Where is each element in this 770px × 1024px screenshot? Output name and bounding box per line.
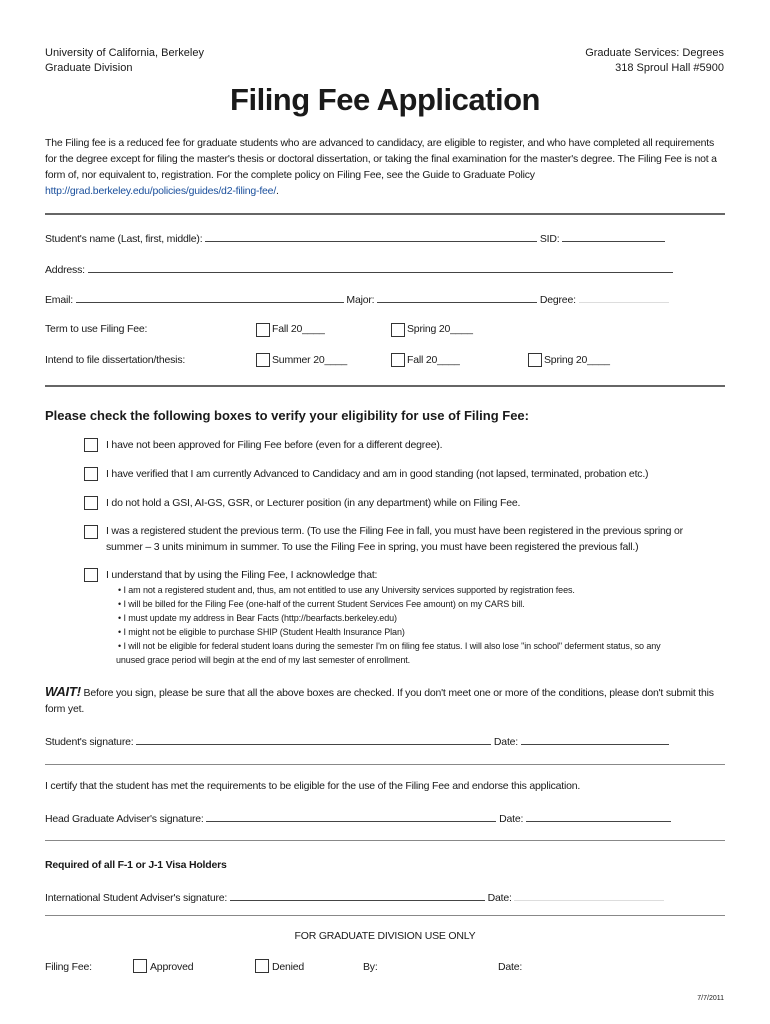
certify-statement: I certify that the student has met the requirements to be eligible for the use of the Filing Fee and endorse this application.: [45, 780, 581, 792]
eligibility-checkbox-5[interactable]: [84, 568, 98, 582]
approved-checkbox[interactable]: [133, 959, 147, 973]
email-row: [45, 292, 669, 306]
filing-fee-label: Filing Fee:: [45, 961, 92, 973]
wait-label: WAIT!: [45, 684, 81, 699]
address-field[interactable]: [88, 262, 673, 273]
head-adviser-row: [45, 811, 671, 825]
student-name-row: [45, 231, 665, 245]
head-adviser-date-label: Date:: [499, 813, 524, 825]
address-row: [45, 262, 673, 276]
eligibility-checkbox-1[interactable]: [84, 438, 98, 452]
term-spring-checkbox[interactable]: [391, 323, 405, 337]
intl-adviser-date-label: Date:: [487, 892, 512, 904]
eligibility-item-1: I have not been approved for Filing Fee before (even for a different degree).: [106, 439, 443, 451]
office-use-title: FOR GRADUATE DIVISION USE ONLY: [294, 930, 476, 942]
intend-fall-checkbox[interactable]: [391, 353, 405, 367]
head-adviser-date-field[interactable]: [526, 811, 671, 822]
head-adviser-label: Head Graduate Adviser's signature:: [45, 813, 204, 825]
eligibility-item-4-line1: I was a registered student the previous term. (To use the Filing Fee in fall, you must have been registered in the previous spring or: [106, 525, 683, 537]
major-label: Major:: [346, 294, 375, 306]
term-spring-label: Spring 20____: [407, 323, 473, 335]
student-name-label: Student's name (Last, first, middle):: [45, 233, 203, 245]
head-adviser-signature-field[interactable]: [206, 811, 496, 822]
policy-link[interactable]: http://grad.berkeley.edu/policies/guides/d2-filing-fee/: [45, 185, 277, 197]
eligibility-item-2: I have verified that I am currently Advanced to Candidacy and am in good standing (not lapsed, terminated, probation etc.): [106, 468, 649, 480]
intro-text: The Filing fee is a reduced fee for graduate students who are advanced to candidacy, are eligible to register, and who have completed all requirements for the degree except for filing the master's thesis or doctoral dissertation, or taking the final examination for the master's degree. The Filing Fee is not a form of, nor equivalent to, registration. For the complete policy on Filing Fee, see the Guide to Graduate Policy: [45, 137, 717, 181]
visa-title: Required of all F-1 or J-1 Visa Holders: [45, 859, 227, 871]
office-address: 318 Sproul Hall #5900: [615, 62, 724, 74]
sid-field[interactable]: [562, 231, 665, 242]
intend-fall-label: Fall 20____: [407, 354, 460, 366]
sid-label: SID:: [539, 233, 560, 245]
intend-label: Intend to file dissertation/thesis:: [45, 354, 186, 366]
office-date-label: Date:: [498, 961, 523, 973]
bullet-item: • I will not be eligible for federal student loans during the semester I'm on filing fee status. I will also lose "in school" deferment status, so any: [118, 641, 661, 651]
major-field[interactable]: [377, 292, 537, 303]
bullet-continuation: unused grace period will begin at the end of my last semester of enrollment.: [116, 655, 411, 665]
term-label: Term to use Filing Fee:: [45, 323, 148, 335]
intend-summer-checkbox[interactable]: [256, 353, 270, 367]
divider: [45, 840, 725, 841]
acknowledgement-bullets: [118, 583, 718, 667]
email-field[interactable]: [76, 292, 344, 303]
eligibility-checkbox-3[interactable]: [84, 496, 98, 510]
wait-text: Before you sign, please be sure that all the above boxes are checked. If you don't meet one or more of the conditions, please don't submit this form yet.: [45, 687, 714, 715]
eligibility-checkbox-4[interactable]: [84, 525, 98, 539]
degree-label: Degree:: [539, 294, 576, 306]
student-name-field[interactable]: [205, 231, 537, 242]
divider: [45, 915, 725, 916]
divider: [45, 213, 725, 215]
degree-field[interactable]: [579, 292, 669, 303]
intl-adviser-row: [45, 890, 664, 904]
term-fall-label: Fall 20____: [272, 323, 325, 335]
bullet-item: • I will be billed for the Filing Fee (one-half of the current Student Services Fee amount) on my CARS bill.: [118, 599, 525, 609]
term-fall-checkbox[interactable]: [256, 323, 270, 337]
revision-date: 7/7/2011: [697, 995, 724, 1002]
office-name: Graduate Services: Degrees: [585, 47, 724, 59]
student-signature-label: Student's signature:: [45, 736, 134, 748]
student-signature-row: [45, 734, 669, 748]
intend-spring-checkbox[interactable]: [528, 353, 542, 367]
bullet-item: • I might not be eligible to purchase SHIP (Student Health Insurance Plan): [118, 627, 405, 637]
eligibility-item-3: I do not hold a GSI, AI-GS, GSR, or Lecturer position (in any department) while on Filing Fee.: [106, 497, 521, 509]
intl-adviser-label: International Student Adviser's signature:: [45, 892, 228, 904]
bullet-item: • I must update my address in Bear Facts (http://bearfacts.berkeley.edu): [118, 613, 397, 623]
divider: [45, 385, 725, 387]
wait-notice: [45, 684, 725, 717]
denied-label: Denied: [272, 961, 305, 973]
page-title: Filing Fee Application: [230, 82, 540, 117]
intro-suffix: .: [276, 185, 279, 197]
eligibility-item-4: [106, 523, 683, 555]
bullet-item: • I am not a registered student and, thus, am not entitled to use any University services supported by registration fees.: [118, 585, 575, 595]
intro-paragraph: [45, 135, 725, 199]
by-label: By:: [363, 961, 378, 973]
student-date-field[interactable]: [521, 734, 669, 745]
institution-block: [45, 46, 204, 76]
student-signature-field[interactable]: [136, 734, 491, 745]
eligibility-item-4-line2: summer – 3 units minimum in summer. To use the Filing Fee in spring, you must have been registered the previous fall.): [106, 541, 639, 553]
office-block: [585, 46, 724, 76]
eligibility-checkbox-2[interactable]: [84, 467, 98, 481]
intend-summer-label: Summer 20____: [272, 354, 348, 366]
university-name: University of California, Berkeley: [45, 47, 204, 59]
student-date-label: Date:: [493, 736, 519, 748]
division-name: Graduate Division: [45, 62, 133, 74]
intl-adviser-date-field[interactable]: [514, 890, 664, 901]
divider: [45, 764, 725, 765]
eligibility-item-5: I understand that by using the Filing Fee, I acknowledge that:: [106, 569, 378, 581]
address-label: Address:: [45, 264, 85, 276]
intend-spring-label: Spring 20____: [544, 354, 610, 366]
approved-label: Approved: [150, 961, 194, 973]
email-label: Email:: [45, 294, 73, 306]
intl-adviser-signature-field[interactable]: [230, 890, 485, 901]
eligibility-title: Please check the following boxes to verify your eligibility for use of Filing Fee:: [45, 408, 529, 423]
denied-checkbox[interactable]: [255, 959, 269, 973]
